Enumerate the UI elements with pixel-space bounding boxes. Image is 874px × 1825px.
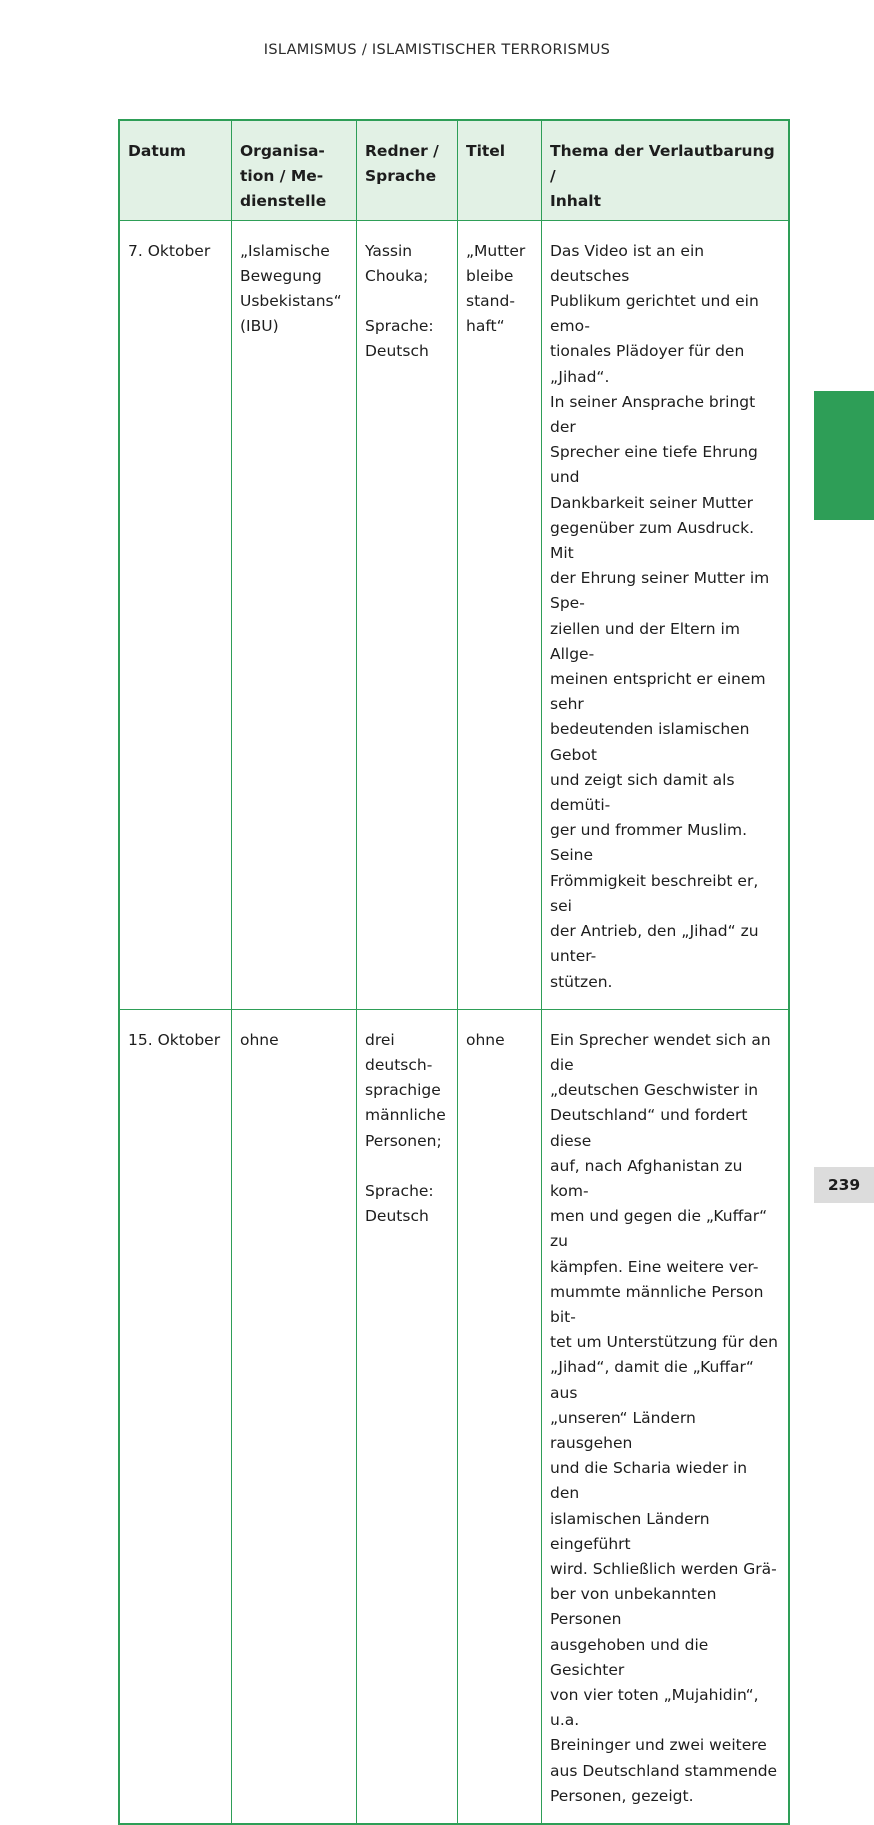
statements-table xyxy=(118,119,790,1825)
cell-content: Das Video ist an ein deutsches Publikum gerichtet und ein emo- tionales Plädoyer für den „Jihad“. In seiner Ansprache bringt der Sprecher eine tiefe Ehrung und Dankbarkeit seiner Mutter gegenüber zum Ausdruck. Mit der Ehrung seiner Mutter im Spe- ziellen und der Eltern im Allge- meinen entspricht er einem sehr bedeutenden islamischen Gebot und zeigt sich damit als demüti- ger und frommer Muslim. Seine Frömmigkeit beschreibt er, sei der Antrieb, den „Jihad“ zu unter- stützen. xyxy=(542,220,790,1009)
page-number: 239 xyxy=(814,1167,874,1203)
table-row xyxy=(119,1009,789,1824)
column-header-content: Thema der Verlautbarung / Inhalt xyxy=(542,120,790,220)
cell-date: 15. Oktober xyxy=(119,1009,232,1824)
cell-speaker: drei deutsch- sprachige männliche Personen; Sprache: Deutsch xyxy=(357,1009,458,1824)
running-header: ISLAMISMUS / ISLAMISTISCHER TERRORISMUS xyxy=(263,42,611,58)
column-header-date: Datum xyxy=(119,120,232,220)
table-header-row xyxy=(119,120,789,220)
table-row xyxy=(119,220,789,1009)
cell-speaker: Yassin Chouka; Sprache: Deutsch xyxy=(357,220,458,1009)
cell-organisation: „Islamische Bewegung Usbekistans“ (IBU) xyxy=(232,220,357,1009)
column-header-title: Titel xyxy=(458,120,542,220)
cell-date: 7. Oktober xyxy=(119,220,232,1009)
cell-organisation: ohne xyxy=(232,1009,357,1824)
column-header-speaker: Redner / Sprache xyxy=(357,120,458,220)
cell-title: „Mutter bleibe stand- haft“ xyxy=(458,220,542,1009)
cell-title: ohne xyxy=(458,1009,542,1824)
column-header-organisation: Organisa- tion / Me- dienstelle xyxy=(232,120,357,220)
chapter-side-tab xyxy=(814,391,874,520)
cell-content: Ein Sprecher wendet sich an die „deutschen Geschwister in Deutschland“ und fordert diese auf, nach Afghanistan zu kom- men und gegen die „Kuffar“ zu kämpfen. Eine weitere ver- mummte männliche Person bit- tet um Unterstützung für den „Jihad“, damit die „Kuffar“ aus „unseren“ Ländern rausgehen und die Scharia wieder in den islamischen Ländern eingeführt wird. Schließlich werden Grä- ber von unbekannten Personen ausgehoben und die Gesichter von vier toten „Mujahidin“, u.a. Breininger und zwei weitere aus Deutschland stammende Personen, gezeigt. xyxy=(542,1009,790,1824)
